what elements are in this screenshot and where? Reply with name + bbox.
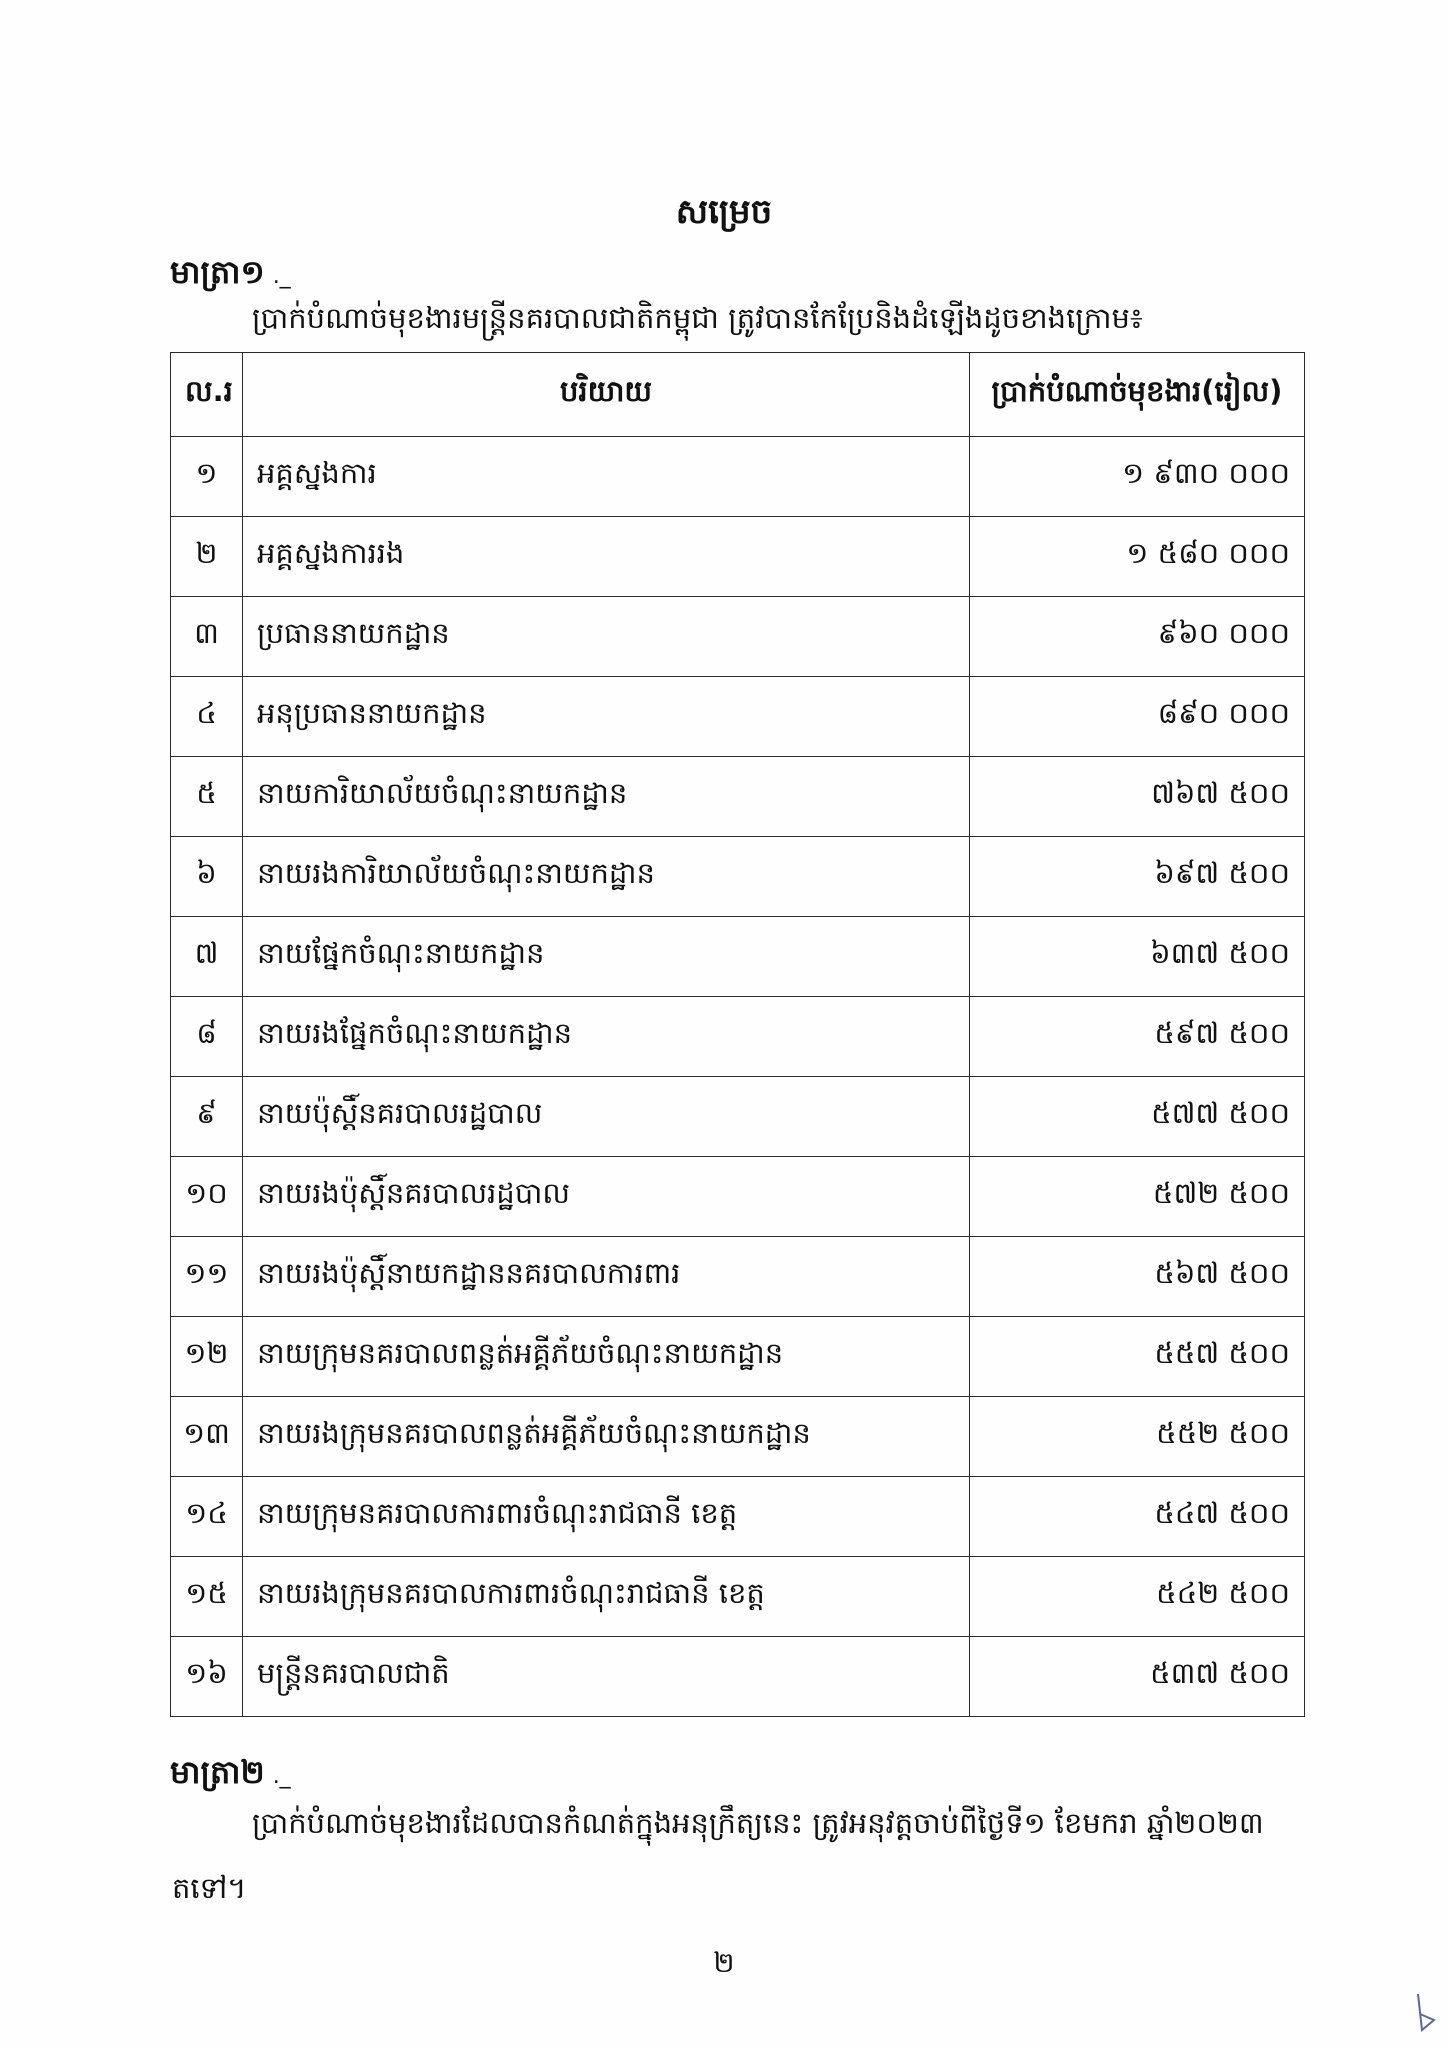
row-no: ១០: [171, 1157, 243, 1237]
row-amount: ១ ៩៣០ ០០០: [970, 437, 1305, 517]
row-amount: ៥៦៧ ៥០០: [970, 1237, 1305, 1317]
table-row: [171, 837, 1305, 917]
row-amount: ៥៤២ ៥០០: [970, 1557, 1305, 1637]
row-amount: ៥៥៧ ៥០០: [970, 1317, 1305, 1397]
article-2-title: មាត្រា២: [170, 1753, 265, 1791]
row-no: ១២: [171, 1317, 243, 1397]
row-amount: ៦៣៧ ៥០០: [970, 917, 1305, 997]
table-row: [171, 757, 1305, 837]
article-1-dash: ._: [272, 264, 291, 289]
row-description: អគ្គស្នងការរង: [243, 517, 970, 597]
article-1-heading: [170, 252, 291, 299]
row-no: ១៤: [171, 1477, 243, 1557]
row-amount: ៥៧២ ៥០០: [970, 1157, 1305, 1237]
row-amount: ៩៦០ ០០០: [970, 597, 1305, 677]
row-description: នាយផ្នែកចំណុះនាយកដ្ឋាន: [243, 917, 970, 997]
row-description: អគ្គស្នងការ: [243, 437, 970, 517]
row-no: ១៥: [171, 1557, 243, 1637]
salary-table: [170, 352, 1305, 1717]
row-description: នាយក្រុមនគរបាលការពារចំណុះរាជធានី ខេត្ត: [243, 1477, 970, 1557]
table-row: [171, 1557, 1305, 1637]
row-amount: ៦៩៧ ៥០០: [970, 837, 1305, 917]
header-amount: ប្រាក់បំណាច់មុខងារ(រៀល): [970, 353, 1305, 437]
row-amount: ៥៣៧ ៥០០: [970, 1637, 1305, 1717]
table-row: [171, 1477, 1305, 1557]
row-no: ៧: [171, 917, 243, 997]
table-row: [171, 1157, 1305, 1237]
row-no: ១៣: [171, 1397, 243, 1477]
row-description: នាយរងផ្នែកចំណុះនាយកដ្ឋាន: [243, 997, 970, 1077]
row-no: ២: [171, 517, 243, 597]
row-no: ១១: [171, 1237, 243, 1317]
row-no: ១: [171, 437, 243, 517]
table-row: [171, 1637, 1305, 1717]
row-amount: ៧៦៧ ៥០០: [970, 757, 1305, 837]
table-row: [171, 997, 1305, 1077]
row-no: ១៦: [171, 1637, 243, 1717]
row-description: មន្ត្រីនគរបាលជាតិ: [243, 1637, 970, 1717]
row-description: អនុប្រធាននាយកដ្ឋាន: [243, 677, 970, 757]
table-row: [171, 1077, 1305, 1157]
pen-mark-icon: [1412, 1990, 1442, 2038]
header-description: បរិយាយ: [243, 353, 970, 437]
table-row: [171, 597, 1305, 677]
table-row: [171, 1397, 1305, 1477]
row-amount: ១ ៥៨០ ០០០: [970, 517, 1305, 597]
article-2-dash: ._: [272, 1764, 291, 1789]
row-no: ៤: [171, 677, 243, 757]
row-description: នាយរងក្រុមនគរបាលពន្លត់អគ្គីភ័យចំណុះនាយកដ្ឋាន: [243, 1397, 970, 1477]
table-row: [171, 437, 1305, 517]
article-2-text-line-2: តទៅ។: [172, 1871, 247, 1905]
header-no: ល.រ: [171, 353, 243, 437]
table-row: [171, 917, 1305, 997]
article-1-title: មាត្រា១: [170, 253, 265, 291]
table-row: [171, 1237, 1305, 1317]
row-description: នាយរងការិយាល័យចំណុះនាយកដ្ឋាន: [243, 837, 970, 917]
decision-heading: សម្រេច: [675, 192, 773, 232]
row-amount: ៥៧៧ ៥០០: [970, 1077, 1305, 1157]
row-description: នាយរងប៉ុស្តិ៍នាយកដ្ឋាននគរបាលការពារ: [243, 1237, 970, 1317]
article-2-text-line-1: ប្រាក់បំណាច់មុខងារដែលបានកំណត់ក្នុងអនុក្រឹត្យនេះ ត្រូវអនុវត្តចាប់ពីថ្ងៃទី១ ខែមករា ឆ្នាំ២០២៣: [252, 1806, 1264, 1840]
table-header-row: [171, 353, 1305, 437]
page-number: ២: [713, 1946, 735, 1979]
article-2-heading: [170, 1752, 291, 1799]
row-description: នាយក្រុមនគរបាលពន្លត់អគ្គីភ័យចំណុះនាយកដ្ឋាន: [243, 1317, 970, 1397]
table-row: [171, 677, 1305, 757]
row-no: ៩: [171, 1077, 243, 1157]
row-no: ៣: [171, 597, 243, 677]
row-amount: ៥៤៧ ៥០០: [970, 1477, 1305, 1557]
table-row: [171, 1317, 1305, 1397]
row-amount: ៨៩០ ០០០: [970, 677, 1305, 757]
row-description: នាយរងប៉ុស្តិ៍នគរបាលរដ្ឋបាល: [243, 1157, 970, 1237]
article-1-intro: ប្រាក់បំណាច់មុខងារមន្ត្រីនគរបាលជាតិកម្ពុជា ត្រូវបានកែប្រែនិងដំឡើងដូចខាងក្រោម៖: [252, 301, 1143, 335]
row-amount: ៥៩៧ ៥០០: [970, 997, 1305, 1077]
row-description: នាយការិយាល័យចំណុះនាយកដ្ឋាន: [243, 757, 970, 837]
row-description: នាយប៉ុស្តិ៍នគរបាលរដ្ឋបាល: [243, 1077, 970, 1157]
row-no: ៦: [171, 837, 243, 917]
row-no: ៨: [171, 997, 243, 1077]
table-row: [171, 517, 1305, 597]
row-description: ប្រធាននាយកដ្ឋាន: [243, 597, 970, 677]
row-no: ៥: [171, 757, 243, 837]
row-description: នាយរងក្រុមនគរបាលការពារចំណុះរាជធានី ខេត្ត: [243, 1557, 970, 1637]
row-amount: ៥៥២ ៥០០: [970, 1397, 1305, 1477]
